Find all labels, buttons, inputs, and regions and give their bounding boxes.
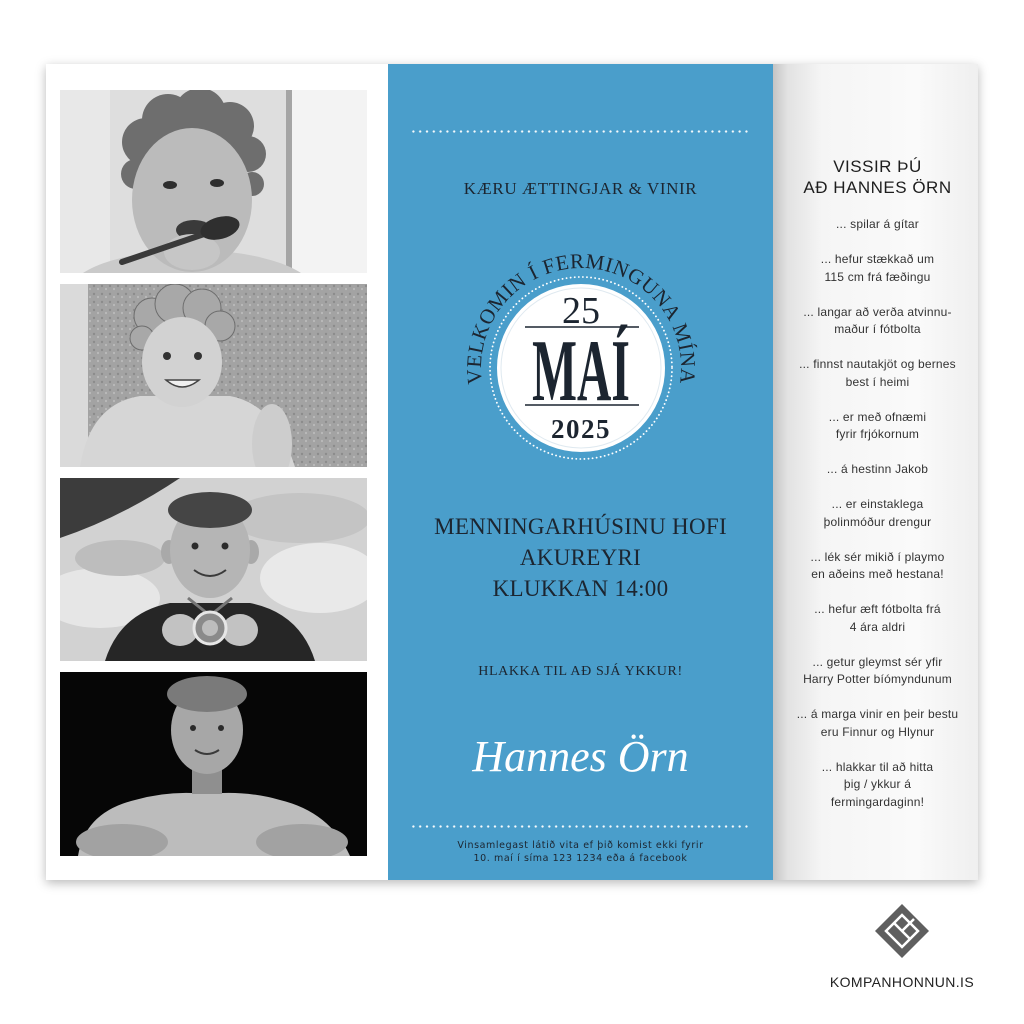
- rsvp-line-2: 10. maí í síma 123 1234 eða á facebook: [473, 853, 688, 864]
- fact-item: [775, 356, 980, 391]
- emblem-arc-text: VELKOMIN Í FERMINGUNA MÍNA: [461, 248, 701, 386]
- venue-name: MENNINGARHÚSINU HOFI: [434, 514, 727, 539]
- fact-line: eru Finnur og Hlynur: [820, 724, 935, 739]
- rsvp-note: [388, 839, 773, 865]
- venue-block: [388, 511, 773, 604]
- fact-line: ... er með ofnæmi: [828, 409, 927, 424]
- diamond-logo-icon: [874, 903, 930, 959]
- brand-name: KOMPANHONNUN.IS: [829, 974, 975, 990]
- fact-line: Harry Potter bíómyndunum: [803, 672, 952, 686]
- fact-item: [775, 304, 980, 339]
- fact-item: [775, 654, 980, 689]
- fact-line: ... getur gleymst sér yfir: [812, 654, 943, 669]
- fact-line: 4 ára aldri: [849, 619, 906, 634]
- venue-town: AKUREYRI: [519, 545, 642, 570]
- emblem-year: 2025: [551, 414, 611, 444]
- rsvp-line-1: Vinsamlegast látið vita ef þið komist ekki fyrir: [457, 840, 704, 851]
- photo-portrait-2: [60, 284, 367, 467]
- fact-line: fermingardaginn!: [830, 794, 925, 809]
- fact-item: [775, 409, 980, 444]
- fact-line: en aðeins með hestana!: [811, 567, 944, 581]
- facts-heading-line-2: AÐ HANNES ÖRN: [803, 178, 952, 197]
- fact-line: ... er einstaklega: [831, 497, 924, 511]
- fact-line: ... lék sér mikið í playmo: [810, 549, 945, 564]
- fact-line: 115 cm frá fæðingu: [824, 269, 931, 284]
- fact-line: ... spilar á gítar: [836, 217, 919, 231]
- facts-heading-line-1: VISSIR ÞÚ: [833, 157, 922, 176]
- fact-line: ... langar að verða atvinnu-: [803, 304, 952, 319]
- fact-item: [775, 549, 980, 584]
- fact-line: fyrir frjókornum: [835, 427, 920, 441]
- facts-heading: [775, 156, 980, 198]
- fact-item: [775, 251, 980, 286]
- date-emblem: [451, 238, 711, 498]
- venue-time: KLUKKAN 14:00: [492, 576, 669, 601]
- closing-text: HLAKKA TIL AÐ SJÁ YKKUR!: [478, 664, 683, 679]
- fact-line: ... á hestinn Jakob: [826, 462, 929, 476]
- greeting-text: KÆRU ÆTTINGJAR & VINIR: [463, 179, 698, 198]
- dotted-divider-bottom: [410, 825, 750, 828]
- emblem-month: MAÍ: [532, 322, 630, 420]
- photo-portrait-3: [60, 478, 367, 661]
- dotted-divider-top: [410, 130, 750, 133]
- facts-list: [775, 216, 980, 829]
- fact-item: [775, 601, 980, 636]
- fact-line: ... hefur stækkað um: [820, 252, 935, 266]
- photo-portrait-1: [60, 90, 367, 273]
- fact-item: [775, 496, 980, 531]
- fact-item: [775, 216, 980, 234]
- fact-line: ... finnst nautakjöt og bernes: [799, 357, 956, 371]
- fact-line: þolinmóður drengur: [823, 514, 932, 529]
- fact-line: ... hlakkar til að hitta: [821, 759, 934, 774]
- fact-line: þig / ykkur á: [843, 777, 912, 791]
- photo-portrait-4: [60, 672, 367, 856]
- emblem-day: 25: [562, 290, 600, 332]
- fact-line: ... hefur æft fótbolta frá: [814, 602, 941, 616]
- fact-line: ... á marga vinir en þeir bestu: [796, 707, 959, 721]
- fact-line: best í heimi: [845, 374, 910, 389]
- fact-item: [775, 759, 980, 812]
- fact-item: [775, 461, 980, 479]
- fact-item: [775, 706, 980, 741]
- fact-line: maður í fótbolta: [834, 322, 921, 336]
- signature-name: Hannes Örn: [472, 732, 689, 781]
